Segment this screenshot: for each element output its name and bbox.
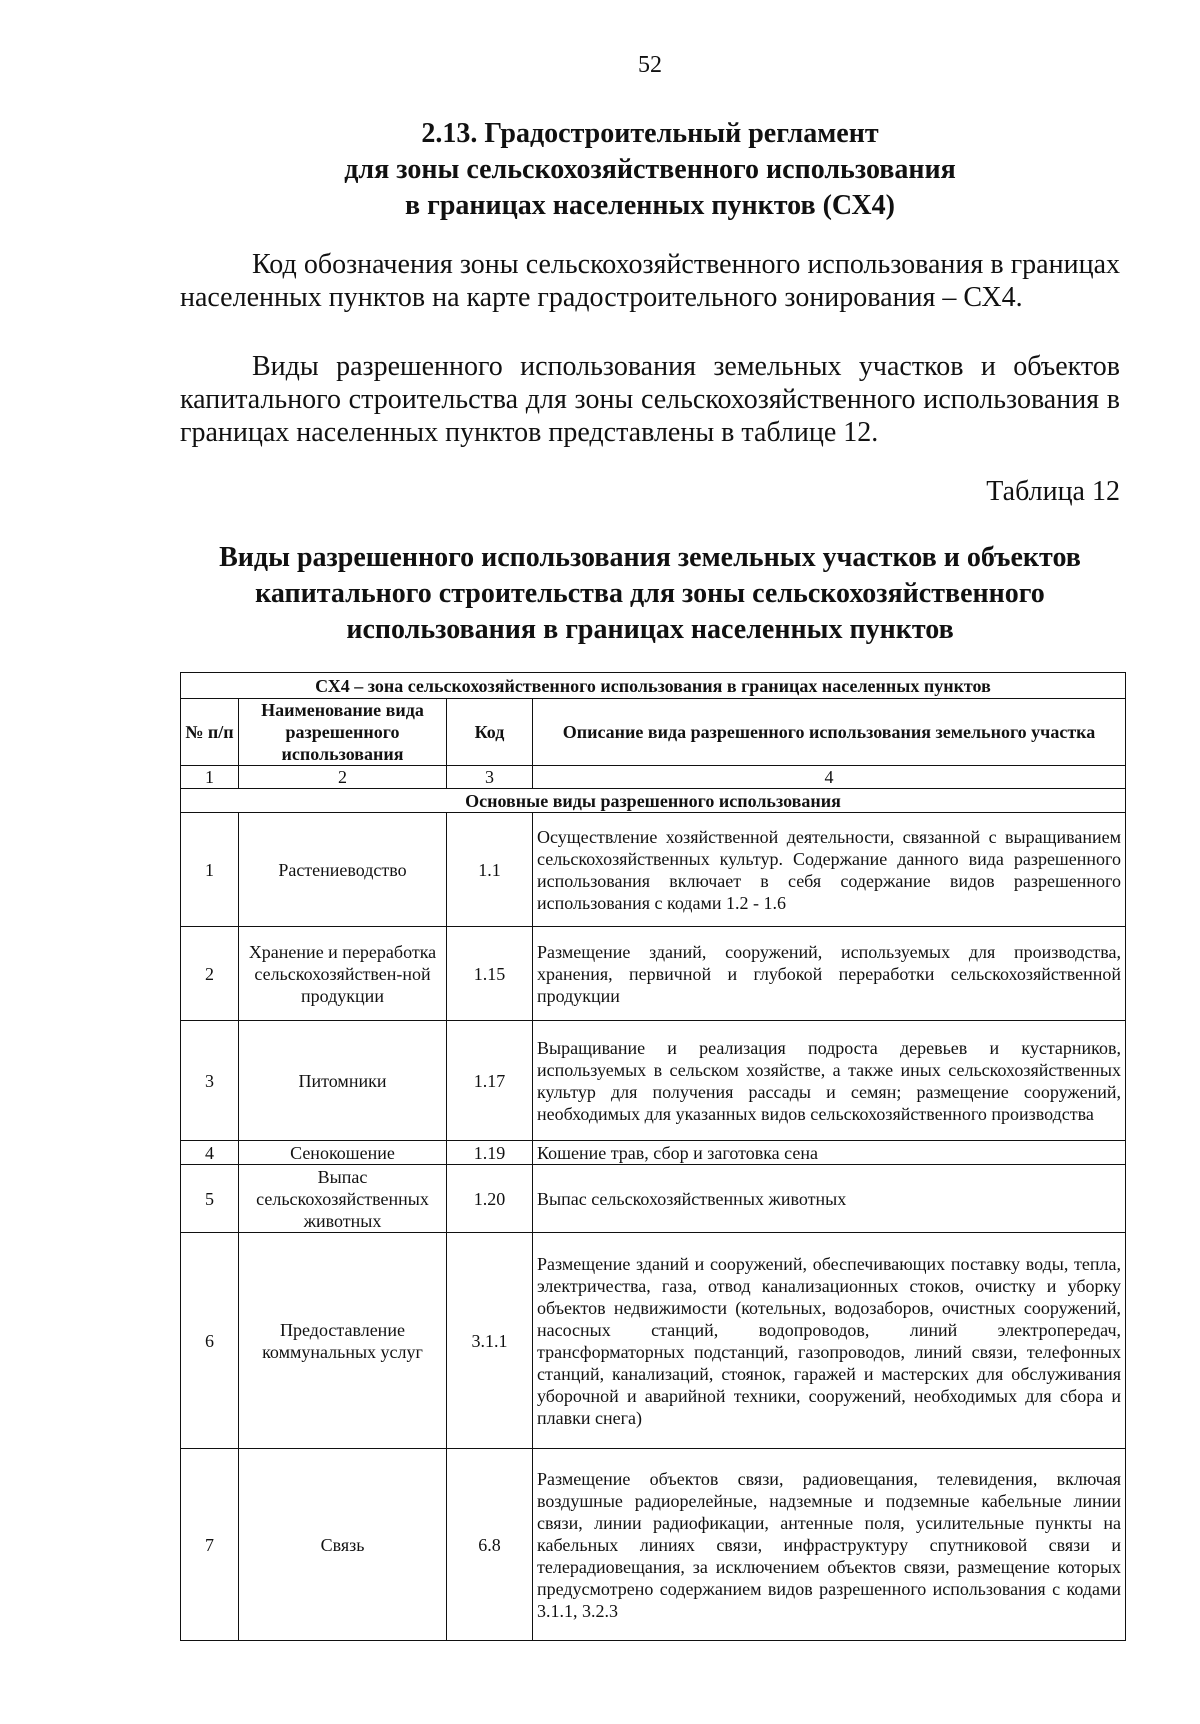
row-code: 1.19 [447,1141,533,1165]
table-row [181,1449,1126,1641]
column-header-row [181,699,1126,766]
row-code: 1.20 [447,1165,533,1233]
row-number: 5 [181,1165,239,1233]
row-code: 1.1 [447,813,533,927]
col-number: 1 [181,766,239,789]
row-number: 4 [181,1141,239,1165]
row-code: 1.17 [447,1021,533,1141]
section-title-line: для зоны сельскохозяйственного использования [344,154,956,185]
table-title-line: использования в границах населенных пунктов [346,614,954,645]
table-title [180,540,1120,648]
col-number: 2 [239,766,447,789]
row-description: Размещение объектов связи, радиовещания, телевидения, включая воздушные радиорелейные, надземные и подземные кабельные линии связи, линии радиофикации, антенные поля, усилительные пункты на кабельных линиях связи, инфраструктуру спутниковой связи и телерадиовещания, за исключением объектов связи, размещение которых предусмотрено содержанием видов разрешенного использования с кодами 3.1.1, 3.2.3 [533,1449,1126,1641]
permitted-uses-paragraph: Виды разрешенного использования земельных участков и объектов капитального строительства для зоны сельскохозяйственного использования в границах населенных пунктов представлены в таблице 12. [180,351,1120,448]
section-title-line: в границах населенных пунктов (СХ4) [405,190,895,221]
row-number: 6 [181,1233,239,1449]
col-number: 4 [533,766,1126,789]
row-name: Хранение и переработка сельскохозяйствен-ной продукции [239,927,447,1021]
row-code: 1.15 [447,927,533,1021]
zone-header-row [181,673,1126,699]
table-title-line: капитального строительства для зоны сельскохозяйственного [255,578,1045,609]
row-number: 7 [181,1449,239,1641]
row-code: 3.1.1 [447,1233,533,1449]
row-number: 2 [181,927,239,1021]
page-number: 52 [638,52,662,78]
row-description: Размещение зданий и сооружений, обеспечивающих поставку воды, тепла, электричества, газа, отвод канализационных стоков, очистку и уборку объектов недвижимости (котельных, водозаборов, очистных сооружений, насосных станций, водопроводов, линий электропередач, трансформаторных подстанций, газопроводов, линий связи, телефонных станций, канализаций, стоянок, гаражей и мастерских для обслуживания уборочной и аварийной техники, сооружений, необходимых для сбора и плавки снега) [533,1233,1126,1449]
row-description: Выращивание и реализация подроста деревьев и кустарников, используемых в сельском хозяйстве, а также иных сельскохозяйственных культур для получения рассады и семян; размещение сооружений, необходимых для указанных видов сельскохозяйственного производства [533,1021,1126,1141]
permitted-uses-table [180,672,1126,1641]
zone-header: СХ4 – зона сельскохозяйственного использования в границах населенных пунктов [181,673,1126,699]
group-header-row [181,789,1126,813]
table-label: Таблица 12 [986,476,1120,507]
section-title-line: 2.13. Градостроительный регламент [421,118,879,149]
col-header-code: Код [447,699,533,766]
column-number-row [181,766,1126,789]
row-description: Выпас сельскохозяйственных животных [533,1165,1126,1233]
table-row [181,1021,1126,1141]
row-name: Выпас сельскохозяйственных животных [239,1165,447,1233]
col-number: 3 [447,766,533,789]
table-title-line: Виды разрешенного использования земельных участков и объектов [219,542,1081,573]
row-number: 1 [181,813,239,927]
table-row [181,813,1126,927]
row-number: 3 [181,1021,239,1141]
row-name: Растениеводство [239,813,447,927]
col-header-name: Наименование вида разрешенного использования [239,699,447,766]
row-description: Осуществление хозяйственной деятельности, связанной с выращиванием сельскохозяйственных культур. Содержание данного вида разрешенного использования включает в себя содержание видов разрешенного использования с кодами 1.2 - 1.6 [533,813,1126,927]
table-row [181,1165,1126,1233]
zone-code-paragraph: Код обозначения зоны сельскохозяйственного использования в границах населенных пунктов на карте градостроительного зонирования – СХ4. [180,249,1120,313]
row-description: Кошение трав, сбор и заготовка сена [533,1141,1126,1165]
col-header-number: № п/п [181,699,239,766]
row-name: Сенокошение [239,1141,447,1165]
row-name: Связь [239,1449,447,1641]
row-name: Питомники [239,1021,447,1141]
row-description: Размещение зданий, сооружений, используемых для производства, хранения, первичной и глубокой переработки сельскохозяйственной продукции [533,927,1126,1021]
row-name: Предоставление коммунальных услуг [239,1233,447,1449]
table-row [181,927,1126,1021]
col-header-description: Описание вида разрешенного использования земельного участка [533,699,1126,766]
table-row [181,1141,1126,1165]
section-title [180,116,1120,224]
group-header: Основные виды разрешенного использования [181,789,1126,813]
table-row [181,1233,1126,1449]
row-code: 6.8 [447,1449,533,1641]
